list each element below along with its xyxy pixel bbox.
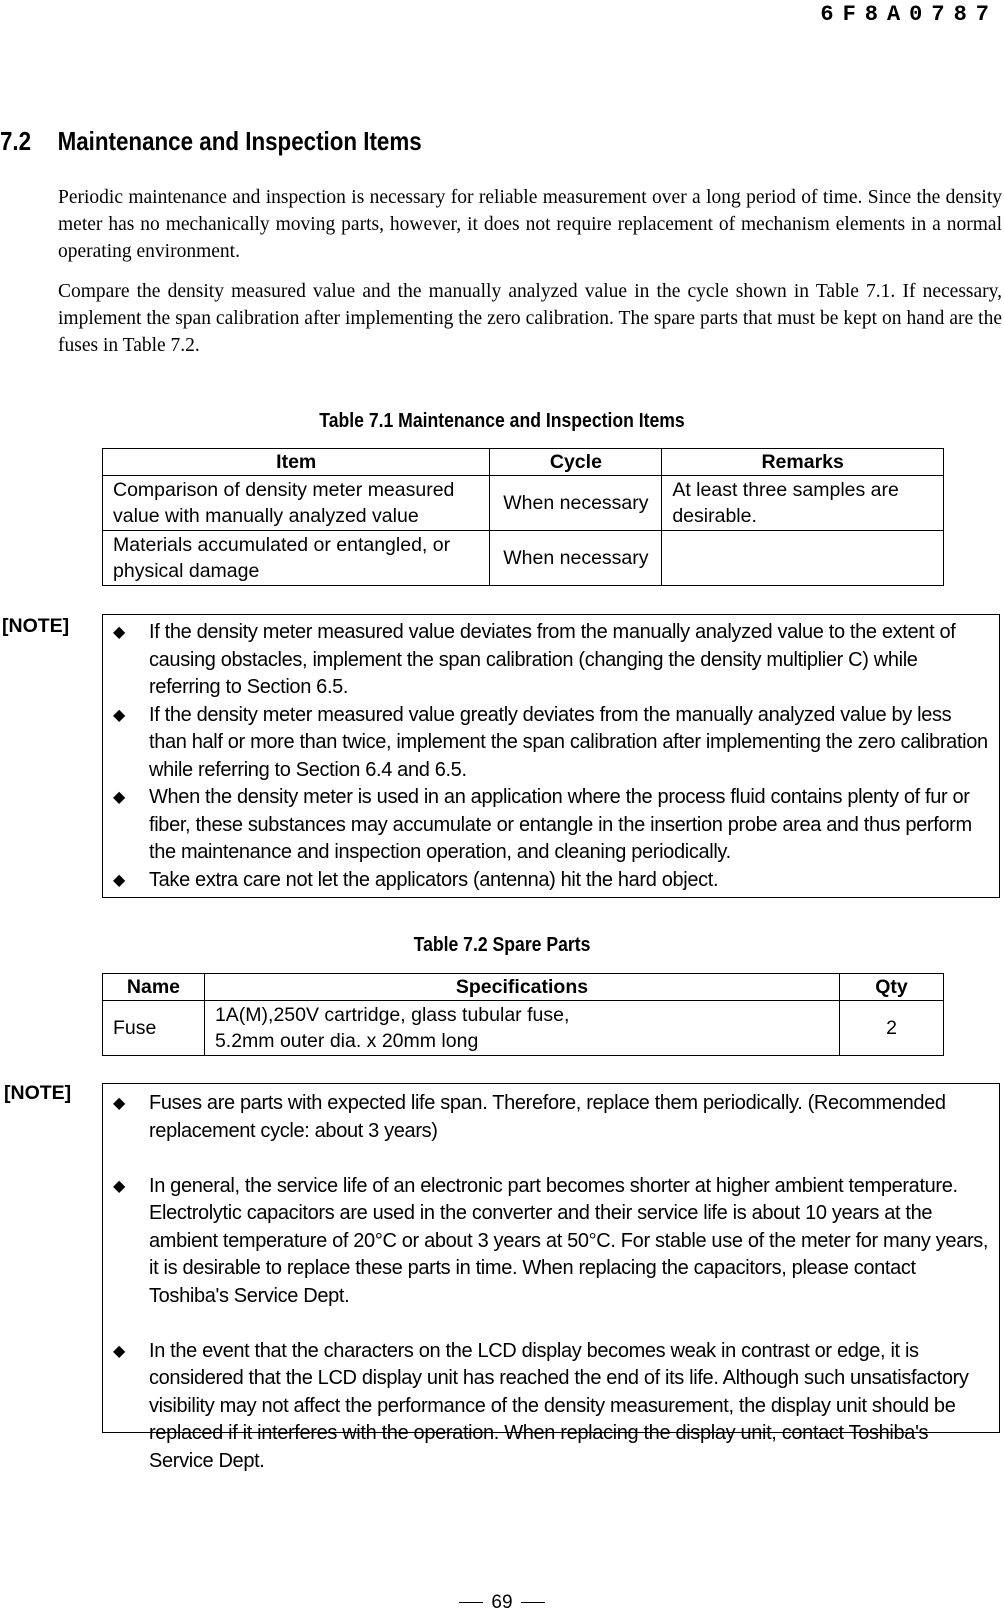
note-label: [NOTE] <box>4 1082 72 1104</box>
remarks-cell <box>662 531 944 586</box>
table-row <box>103 476 944 531</box>
page-footer <box>0 1592 1004 1614</box>
note-item <box>113 619 993 702</box>
diamond-bullet-icon: ◆ <box>113 706 125 724</box>
quantity-cell: 2 <box>840 1001 944 1056</box>
section-number: 7.2 <box>0 126 32 156</box>
diamond-bullet-icon: ◆ <box>113 871 125 889</box>
spec-line: 5.2mm outer dia. x 20mm long <box>214 1030 479 1052</box>
note-text: If the density meter measured value greatly deviates from the manually analyzed value by less than half or more than twice, implement the span calibration after implementing the zero calibration while referring to Section 6.4 and 6.5. <box>149 703 988 781</box>
table-row <box>103 1001 944 1056</box>
item-cell: Materials accumulated or entangled, or physical damage <box>103 531 490 586</box>
note-text: When the density meter is used in an application where the process fluid contains plenty of fur or fiber, these substances may accumulate or entangle in the insertion probe area and thus perform the maintenance and inspection operation, and cleaning periodically. <box>149 786 972 863</box>
table-row <box>103 531 944 586</box>
column-header-name: Name <box>103 974 205 1001</box>
note-text: Fuses are parts with expected life span. Therefore, replace them periodically. (Recommended replacement cycle: about 3 years) <box>149 1092 946 1142</box>
diamond-bullet-icon: ◆ <box>113 1342 125 1360</box>
cycle-cell: When necessary <box>490 531 662 586</box>
note-text: In the event that the characters on the LCD display becomes weak in contrast or edge, it is considered that the LCD display unit has reached the end of its life. Although such unsatisfactory visibility may not affect the performance of the density measurement, the display unit should be replaced if it interferes with the operation. When replacing the display unit, contact Toshiba's Service Dept. <box>149 1339 969 1472</box>
note-item <box>113 784 993 867</box>
column-header-remarks: Remarks <box>662 449 944 476</box>
cycle-cell: When necessary <box>490 476 662 531</box>
part-name-cell: Fuse <box>103 1001 205 1056</box>
maintenance-items-table <box>102 448 944 586</box>
table-header-row <box>103 974 944 1001</box>
diamond-bullet-icon: ◆ <box>113 789 125 806</box>
calibration-paragraph: Compare the density measured value and the manually analyzed value in the cycle shown in Table 7.1. If necessary, implement the span calibration after implementing the zero calibration. The spare parts that must be kept on hand are the fuses in Table 7.2. <box>58 281 1002 356</box>
column-header-item: Item <box>103 449 490 476</box>
column-header-qty: Qty <box>840 974 944 1001</box>
note-text: If the density meter measured value deviates from the manually analyzed value to the extent of causing obstacles, implement the span calibration (changing the density multiplier C) while referring to Section 6.5. <box>149 621 956 698</box>
remarks-cell: At least three samples are desirable. <box>662 476 944 531</box>
item-cell: Comparison of density meter measured value with manually analyzed value <box>103 476 490 531</box>
intro-paragraph: Periodic maintenance and inspection is necessary for reliable measurement over a long period of time. Since the density meter has no mechanically moving parts, however, it does not require replacement of mechanism elements in a normal operating environment. <box>58 187 1002 262</box>
diamond-bullet-icon: ◆ <box>113 1095 125 1112</box>
note-box <box>102 614 1000 898</box>
section-title: Maintenance and Inspection Items <box>57 126 422 156</box>
document-number: 6F8A0787 <box>820 2 998 27</box>
table-2-caption: Table 7.2 Spare Parts <box>413 934 591 956</box>
note-item <box>113 867 993 895</box>
spare-parts-table <box>102 973 944 1056</box>
footer-dash <box>521 1602 545 1603</box>
page-number: 69 <box>491 1592 513 1613</box>
note-text: Take extra care not let the applicators (antenna) hit the hard object. <box>149 868 719 891</box>
diamond-bullet-icon: ◆ <box>113 624 125 641</box>
note-label: [NOTE] <box>2 615 70 637</box>
column-header-cycle: Cycle <box>490 449 662 476</box>
table-1-caption: Table 7.1 Maintenance and Inspection Items <box>319 410 685 432</box>
table-header-row <box>103 449 944 476</box>
footer-dash <box>459 1602 483 1603</box>
column-header-specifications: Specifications <box>204 974 839 1001</box>
spec-line: 1A(M),250V cartridge, glass tubular fuse, <box>214 1004 570 1026</box>
note-item <box>113 1338 993 1476</box>
note-item <box>113 1090 993 1145</box>
note-item <box>113 1173 993 1311</box>
section-heading <box>0 126 422 157</box>
diamond-bullet-icon: ◆ <box>113 1177 125 1195</box>
note-item <box>113 702 993 785</box>
note-text: In general, the service life of an electronic part becomes shorter at higher ambient temperature. Electrolytic capacitors are used in the converter and their service life is about 10 years at the ambient temperature of 20°C or about 3 years at 50°C. For stable use of the meter for many years, it is desirable to replace these parts in time. When replacing the capacitors, please contact Toshiba's Service Dept. <box>149 1174 989 1307</box>
specifications-cell <box>204 1001 839 1056</box>
note-box <box>102 1083 1000 1472</box>
